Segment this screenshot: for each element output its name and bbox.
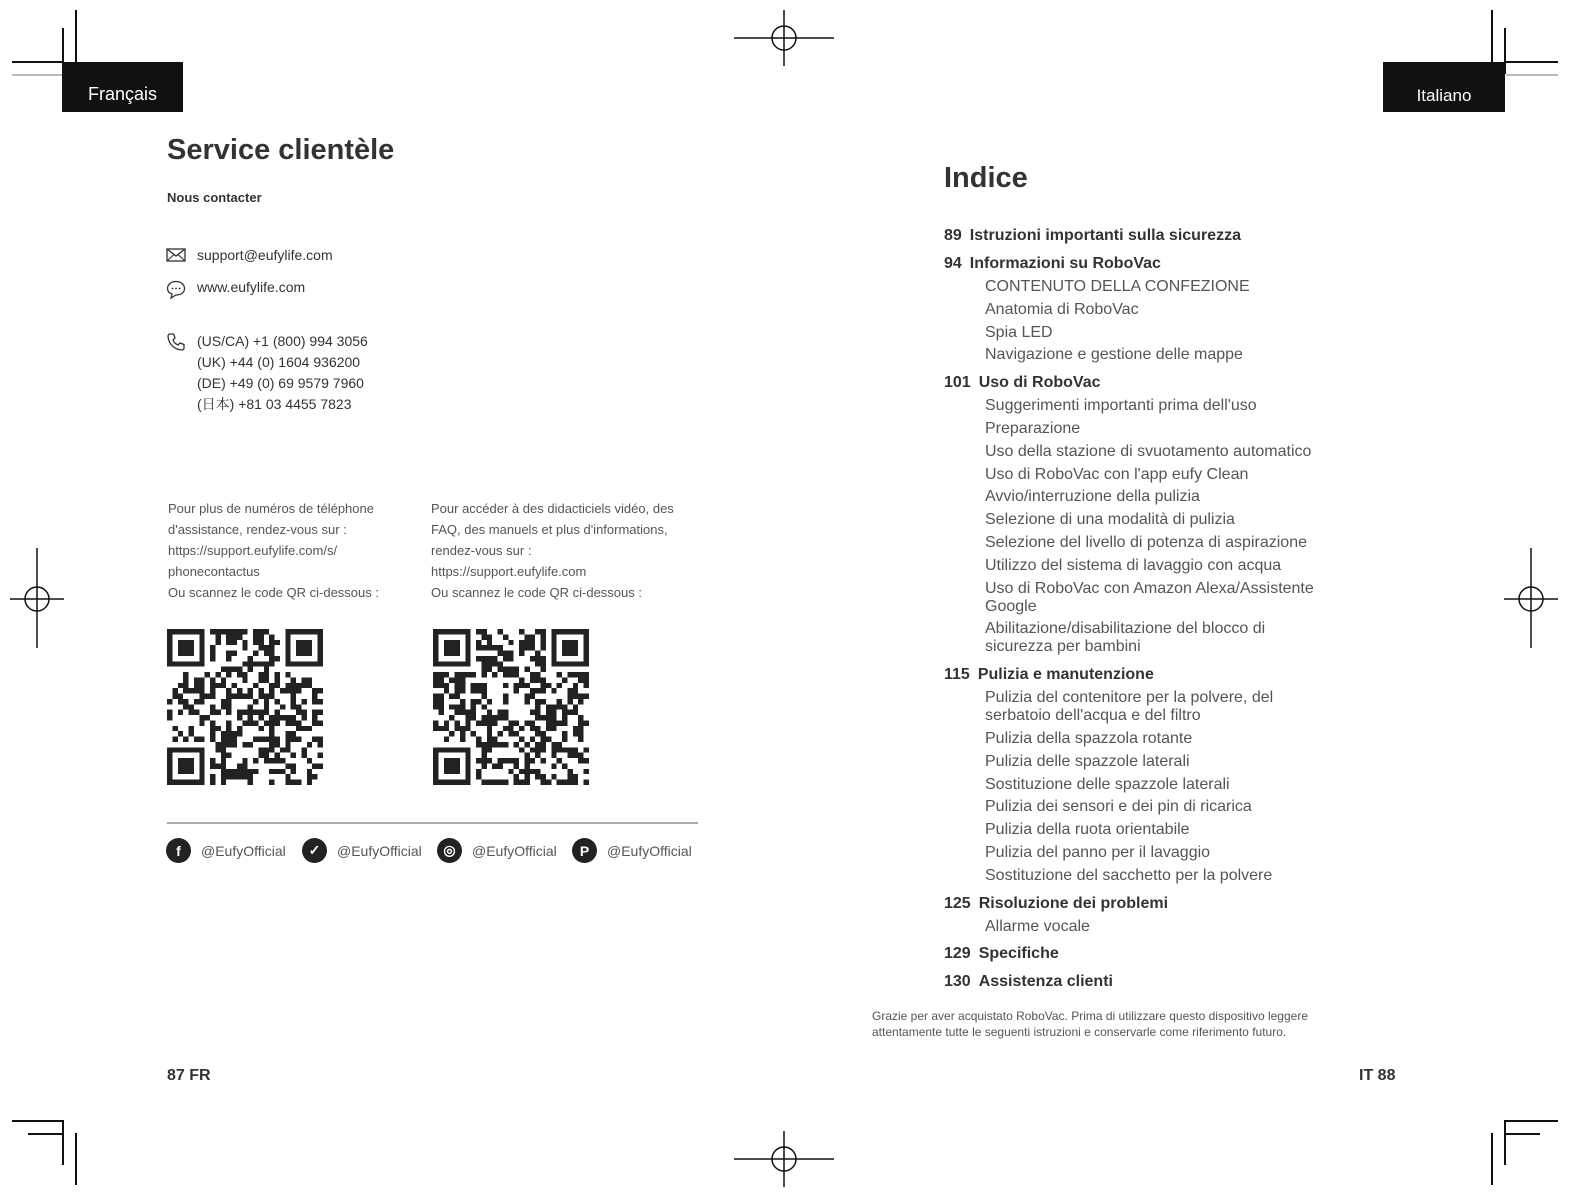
- toc-subitem[interactable]: Sostituzione delle spazzole laterali: [985, 775, 1230, 793]
- social-pinterest[interactable]: [572, 838, 692, 863]
- toc-subitem[interactable]: Selezione del livello di potenza di aspirazione: [985, 533, 1307, 551]
- qr-code-phone-contact[interactable]: [167, 629, 323, 785]
- toc-subitem[interactable]: Pulizia del contenitore per la polvere, del serbatoio dell'acqua e del filtro: [985, 689, 1274, 725]
- footnote-line: Grazie per aver acquistato RoboVac. Prima di utilizzare questo dispositivo leggere: [872, 1009, 1308, 1023]
- chat-bubble-icon: [166, 280, 186, 299]
- crop-mark: [1506, 1120, 1558, 1122]
- instagram-icon: ◎: [437, 838, 462, 863]
- toc-subitem[interactable]: Uso di RoboVac con Amazon Alexa/Assistente Google: [985, 579, 1314, 615]
- toc-subitem[interactable]: Uso di RoboVac con l'app eufy Clean: [985, 465, 1249, 483]
- toc-subitem[interactable]: CONTENUTO DELLA CONFEZIONE: [985, 278, 1250, 295]
- registration-mark-top: [734, 10, 834, 66]
- support-url-line[interactable]: https://support.eufylife.com/s/: [168, 543, 338, 558]
- paragraph-line: Pour accéder à des didacticiels vidéo, des: [431, 501, 674, 516]
- phone-icon: [166, 332, 186, 352]
- phone-list: [197, 331, 368, 415]
- toc-section-title: Specifiche: [978, 945, 1059, 963]
- phone-support-paragraph: [168, 498, 379, 603]
- website-link[interactable]: www.eufylife.com: [197, 279, 306, 295]
- registration-mark-left: [10, 548, 64, 648]
- page-number-left: 87 FR: [167, 1067, 211, 1084]
- thank-you-note: [872, 1008, 1308, 1040]
- page-number-right: IT 88: [1359, 1067, 1396, 1084]
- toc-subitem[interactable]: Avvio/interruzione della pulizia: [985, 488, 1200, 506]
- social-handle: @EufyOfficial: [201, 842, 286, 859]
- toc-section[interactable]: [944, 890, 1384, 918]
- language-tab-italiano: [1383, 62, 1505, 112]
- toc-section[interactable]: [944, 369, 1384, 397]
- email-address[interactable]: support@eufylife.com: [197, 247, 333, 263]
- toc-subitem[interactable]: Allarme vocale: [985, 917, 1090, 935]
- toc-subitem[interactable]: Preparazione: [985, 419, 1081, 437]
- paragraph-line: d'assistance, rendez-vous sur :: [168, 522, 347, 537]
- crop-mark: [1506, 1133, 1540, 1135]
- crop-mark: [75, 1133, 77, 1185]
- qr-code-support[interactable]: [433, 629, 589, 785]
- social-handle: @EufyOfficial: [607, 842, 692, 859]
- toc-subitem[interactable]: Anatomia di RoboVac: [985, 300, 1139, 318]
- toc-subitem[interactable]: Abilitazione/disabilitazione del blocco di sicurezza per bambini: [985, 620, 1266, 656]
- toc-subitem[interactable]: Spia LED: [985, 323, 1053, 341]
- phone-number-de: (DE) +49 (0) 69 9579 7960: [197, 375, 364, 391]
- pinterest-icon: P: [572, 838, 597, 863]
- crop-mark: [62, 1120, 64, 1165]
- language-tab-label: Français: [87, 84, 158, 104]
- page-title: Service clientèle: [167, 134, 395, 166]
- crop-mark: [75, 10, 77, 62]
- toc-page-number: 130: [944, 973, 971, 991]
- crop-mark: [1504, 1120, 1506, 1165]
- phone-number-jp: (日本) +81 03 4455 7823: [197, 396, 352, 412]
- language-tab-label: Italiano: [1416, 86, 1472, 105]
- social-facebook[interactable]: [166, 838, 286, 863]
- crop-mark: [12, 74, 62, 76]
- toc-page-number: 129: [944, 945, 971, 963]
- paragraph-line: rendez-vous sur :: [431, 543, 532, 558]
- divider: [167, 822, 698, 824]
- crop-mark: [1506, 61, 1558, 63]
- toc-subitem[interactable]: Pulizia della ruota orientabile: [985, 821, 1190, 839]
- toc-subitem[interactable]: Uso della stazione di svuotamento automatico: [985, 442, 1312, 460]
- toc-section-title: Informazioni su RoboVac: [969, 255, 1161, 272]
- tutorials-paragraph: [431, 498, 674, 603]
- toc-section-title: Risoluzione dei problemi: [978, 894, 1169, 912]
- toc-subitem[interactable]: Sostituzione del sacchetto per la polvere: [985, 866, 1273, 884]
- toc-page-number: 101: [944, 374, 971, 392]
- social-handle: @EufyOfficial: [472, 842, 557, 859]
- registration-mark-right: [1504, 548, 1558, 648]
- toc-section[interactable]: [944, 222, 1384, 250]
- index-title: Indice: [944, 162, 1028, 194]
- crop-mark: [1506, 74, 1558, 76]
- toc-subitem[interactable]: Pulizia delle spazzole laterali: [985, 752, 1190, 770]
- toc-section[interactable]: [944, 250, 1384, 278]
- toc-page-number: 115: [944, 666, 970, 684]
- social-twitter[interactable]: [302, 838, 422, 863]
- crop-mark: [1491, 1133, 1493, 1185]
- toc-page-number: 89: [944, 227, 962, 244]
- toc-subitem[interactable]: Utilizzo del sistema di lavaggio con acqua: [985, 556, 1282, 574]
- paragraph-line: Pour plus de numéros de téléphone: [168, 501, 374, 516]
- table-of-contents: [944, 222, 1384, 996]
- paragraph-line: FAQ, des manuels et plus d'informations,: [431, 522, 668, 537]
- crop-mark: [12, 1120, 62, 1122]
- toc-subitem[interactable]: Pulizia dei sensori e dei pin di ricarica: [985, 798, 1252, 816]
- phone-number-uk: (UK) +44 (0) 1604 936200: [197, 354, 361, 370]
- toc-subitem[interactable]: Suggerimenti importanti prima dell'uso: [985, 397, 1257, 415]
- registration-mark-bottom: [734, 1131, 834, 1187]
- toc-section[interactable]: [944, 661, 1384, 689]
- toc-section[interactable]: [944, 940, 1384, 968]
- crop-mark: [28, 1133, 62, 1135]
- toc-section-title: Assistenza clienti: [978, 973, 1113, 991]
- social-handle: @EufyOfficial: [337, 842, 422, 859]
- envelope-icon: [166, 248, 186, 262]
- social-instagram[interactable]: [437, 838, 557, 863]
- language-tab-francais: [62, 62, 183, 112]
- support-url-line[interactable]: https://support.eufylife.com: [431, 564, 587, 579]
- toc-subitem[interactable]: Pulizia della spazzola rotante: [985, 729, 1193, 747]
- toc-section-title: Istruzioni importanti sulla sicurezza: [969, 227, 1241, 244]
- toc-section[interactable]: [944, 968, 1384, 996]
- contact-subtitle: Nous contacter: [167, 190, 262, 205]
- toc-page-number: 125: [944, 894, 971, 912]
- phone-number-us: (US/CA) +1 (800) 994 3056: [197, 333, 368, 349]
- paragraph-line: Ou scannez le code QR ci-dessous :: [431, 585, 642, 600]
- twitter-icon: ✓: [302, 838, 327, 863]
- paragraph-line: Ou scannez le code QR ci-dessous :: [168, 585, 379, 600]
- toc-subitem[interactable]: Pulizia del panno per il lavaggio: [985, 843, 1211, 861]
- toc-page-number: 94: [944, 255, 962, 272]
- toc-subitem[interactable]: Navigazione e gestione delle mappe: [985, 346, 1243, 364]
- crop-mark: [12, 61, 62, 63]
- footnote-line: attentamente tutte le seguenti istruzioni e conservarle come riferimento futuro.: [872, 1025, 1287, 1039]
- toc-subitem[interactable]: Selezione di una modalità di pulizia: [985, 511, 1235, 529]
- facebook-icon: f: [166, 838, 191, 863]
- toc-section-title: Uso di RoboVac: [978, 374, 1101, 392]
- crop-mark: [1491, 10, 1493, 62]
- toc-section-title: Pulizia e manutenzione: [977, 666, 1154, 684]
- support-url-line[interactable]: phonecontactus: [168, 564, 260, 579]
